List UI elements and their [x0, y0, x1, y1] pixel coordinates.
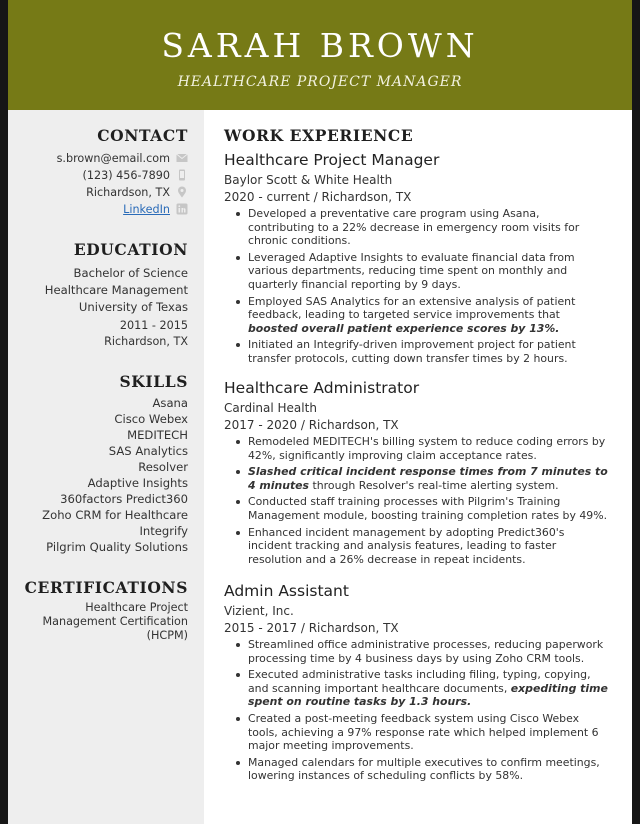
job-bullet [248, 756, 608, 783]
skill-item: Integrify [139, 524, 188, 538]
bullet-text: Remodeled MEDITECH's billing system to reduce coding errors by 42%, significantly improving claim acceptance rates. [248, 435, 606, 462]
job-entry [224, 378, 614, 569]
skill-item: Zoho CRM for Healthcare [42, 508, 188, 522]
bullet-text: Employed SAS Analytics for an extensive analysis of patient feedback, leading to targeted service improvements that [248, 294, 576, 322]
contact-phone [82, 166, 188, 184]
sidebar [8, 110, 204, 824]
education-years: 2011 - 2015 [119, 319, 188, 332]
skill-item: Cisco Webex [114, 412, 188, 426]
skill-item: MEDITECH [127, 428, 188, 442]
education-location: Richardson, TX [104, 335, 188, 348]
certification-line: Management Certification [42, 615, 188, 628]
linkedin-icon [176, 203, 188, 215]
job-bullet [248, 668, 608, 709]
job-title: Healthcare Administrator [224, 379, 420, 397]
job-entry [224, 581, 614, 786]
skill-item: 360factors Predict360 [60, 492, 188, 506]
contact-heading: CONTACT [97, 126, 188, 145]
job-company: Vizient, Inc. [224, 604, 294, 618]
education-field: Healthcare Management [44, 283, 188, 297]
skill-item: Pilgrim Quality Solutions [46, 540, 188, 554]
job-bullet [248, 435, 608, 462]
linkedin-link[interactable]: LinkedIn [123, 202, 170, 216]
resume-header [8, 0, 632, 110]
education-degree: Bachelor of Science [73, 266, 188, 280]
location-pin-icon [176, 186, 188, 198]
contact-location [86, 183, 188, 201]
location-text: Richardson, TX [86, 185, 170, 199]
job-bullet [248, 207, 608, 248]
job-bullets [224, 638, 614, 783]
job-dates: 2020 - current / Richardson, TX [224, 190, 412, 204]
certification-line: Healthcare Project [85, 601, 188, 614]
job-title: Healthcare Project Manager [224, 151, 440, 169]
job-bullets [224, 435, 614, 566]
skill-item: Resolver [138, 460, 188, 474]
job-bullet [248, 295, 608, 336]
candidate-name: SARAH BROWN [161, 26, 479, 65]
bullet-text: Created a post-meeting feedback system using Cisco Webex tools, achieving a 97% response rate which helped implement 6 major meeting improvements. [248, 711, 599, 753]
job-bullet [248, 638, 608, 665]
job-dates: 2017 - 2020 / Richardson, TX [224, 418, 399, 432]
contact-linkedin[interactable] [123, 200, 188, 218]
bullet-highlight: boosted overall patient experience scores by 13%. [248, 321, 560, 335]
job-title: Admin Assistant [224, 582, 349, 600]
email-text: s.brown@email.com [56, 151, 170, 165]
education-school: University of Texas [78, 300, 188, 314]
job-company: Cardinal Health [224, 401, 317, 415]
job-company: Baylor Scott & White Health [224, 173, 393, 187]
bullet-highlight: expediting time spent on routine tasks by 1.3 hours. [248, 681, 608, 709]
certification-line: (HCPM) [146, 629, 188, 642]
resume-page [8, 0, 632, 824]
envelope-icon [176, 152, 188, 164]
contact-email [57, 149, 188, 167]
job-bullet [248, 251, 608, 292]
bullet-text: Enhanced incident management by adopting Predict360's incident tracking and analysis features, leading to faster resolution and a 26% decrease in repeat incidents. [248, 525, 565, 566]
bullet-text: Initiated an Integrify-driven improvement project for patient transfer protocols, cutting down transfer times by 2 hours. [248, 338, 576, 365]
job-bullet [248, 495, 608, 522]
job-bullets [224, 207, 614, 366]
job-bullet [248, 526, 608, 567]
job-bullet [248, 712, 608, 753]
bullet-text: Streamlined office administrative processes, reducing paperwork processing time by 4 business days by using Zoho CRM tools. [248, 638, 604, 665]
phone-text: (123) 456-7890 [82, 168, 170, 182]
job-bullet [248, 338, 608, 365]
education-heading: EDUCATION [73, 240, 188, 259]
job-dates: 2015 - 2017 / Richardson, TX [224, 621, 399, 635]
candidate-title: HEALTHCARE PROJECT MANAGER [177, 74, 463, 90]
bullet-text: Conducted staff training processes with Pilgrim's Training Management module, boosting training completion rates by 49%. [248, 495, 608, 522]
bullet-text: Managed calendars for multiple executives to confirm meetings, lowering instances of scheduling conflicts by 58%. [248, 755, 600, 783]
skill-item: Asana [152, 396, 188, 410]
skill-item: SAS Analytics [108, 444, 188, 458]
job-bullet [248, 465, 608, 492]
work-experience-heading: WORK EXPERIENCE [224, 126, 414, 145]
job-entry [224, 150, 614, 369]
certifications-heading: CERTIFICATIONS [24, 578, 188, 597]
bullet-text: through Resolver's real-time alerting system. [309, 478, 559, 492]
bullet-text: Developed a preventative care program using Asana, contributing to a 22% decrease in emergency room visits for chronic conditions. [248, 207, 580, 248]
bullet-text: Executed administrative tasks including filing, typing, copying, and scanning important healthcare documents, [248, 668, 591, 695]
phone-icon [176, 169, 188, 181]
skill-item: Adaptive Insights [87, 476, 188, 490]
bullet-text: Leveraged Adaptive Insights to evaluate financial data from various departments, reducing time spent on monthly and quarterly financial reporting by 9 days. [248, 250, 575, 291]
skills-heading: SKILLS [119, 372, 188, 391]
bullet-highlight: Slashed critical incident response times from 7 minutes to 4 minutes [248, 465, 608, 492]
